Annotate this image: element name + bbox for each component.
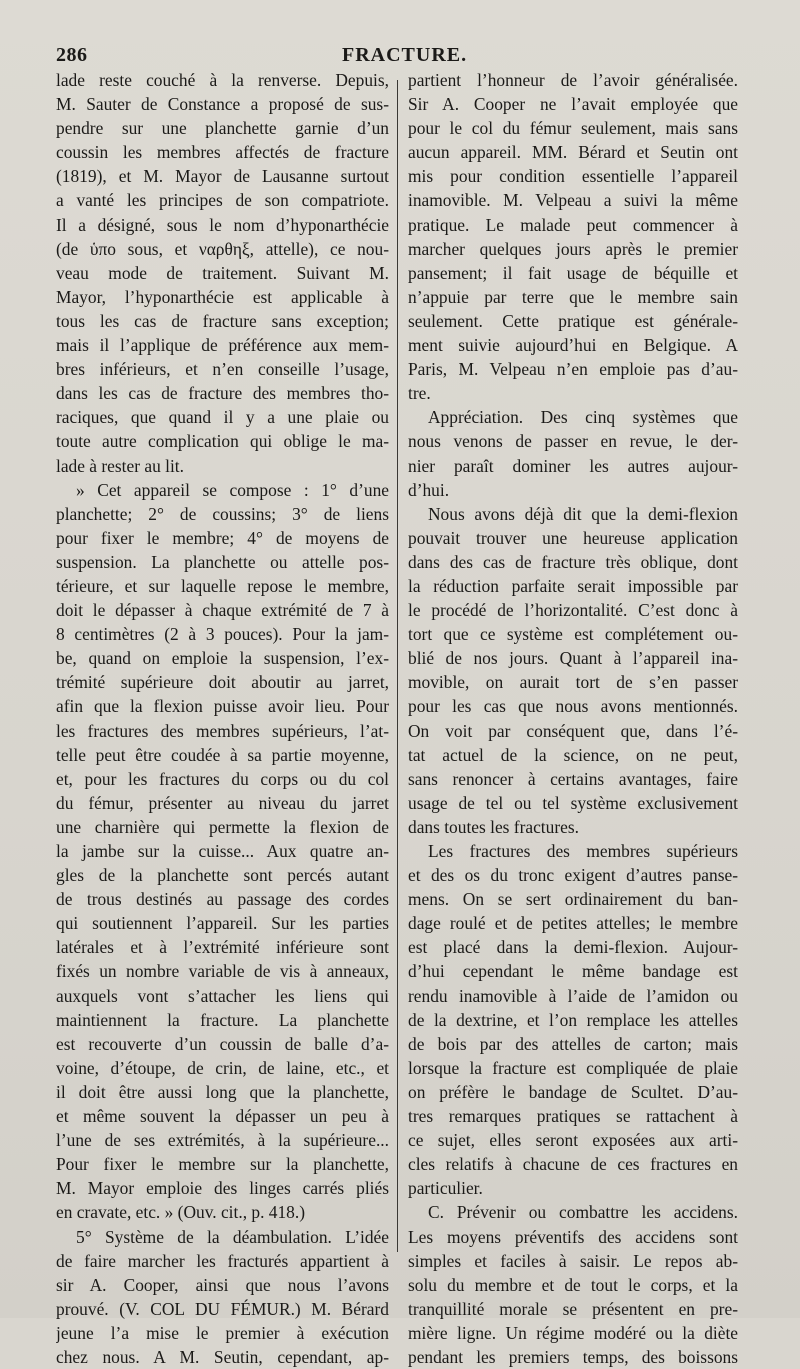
- text-line: solu du membre et de tout le corps, et la: [408, 1274, 738, 1295]
- text-line: pratique. Le malade peut commencer à: [408, 214, 738, 235]
- text-line: ment suivie aujourd’hui en Belgique. A: [408, 335, 738, 356]
- text-line: cles relatifs à chacune de ces fractures en: [408, 1154, 738, 1175]
- text-line: de trous destinés au passage des cordes: [56, 889, 389, 910]
- text-line: trémité supérieure doit aboutir au jarret,: [56, 672, 389, 693]
- text-line: veau mode de traitement. Suivant M.: [56, 262, 389, 283]
- text-line: Sir A. Cooper ne l’avait employée que: [408, 94, 738, 115]
- text-line: de la dextrine, et l’on remplace les attelles: [408, 1009, 738, 1030]
- text-line: tort que ce système est complétement ou-: [408, 624, 738, 645]
- text-line: particulier.: [408, 1178, 483, 1199]
- text-line: dans les cas de fracture des membres tho-: [56, 383, 389, 404]
- text-line: en cravate, etc. » (Ouv. cit., p. 418.): [56, 1202, 306, 1223]
- text-line: jeune l’a mise le premier à exécution: [56, 1322, 389, 1343]
- text-line: pendant les premiers temps, des boissons: [408, 1346, 738, 1367]
- text-line: n’appuie par terre que le membre sain: [408, 286, 738, 307]
- text-line: tres remarques pratiques se rattachent à: [408, 1106, 738, 1127]
- text-line: sans renoncer à certains avantages, faire: [408, 768, 738, 789]
- text-line: a vanté les principes de son compatriote.: [56, 190, 389, 211]
- text-line: planchette; 2° de coussins; 3° de liens: [56, 503, 389, 524]
- text-line: nous venons de passer en revue, le der-: [408, 431, 738, 452]
- text-line: lorsque la fracture est compliquée de plaie: [408, 1057, 738, 1078]
- text-line: raciques, que quand il y a une plaie ou: [56, 407, 389, 428]
- left-column: [56, 68, 389, 1369]
- text-line: ce sujet, elles seront exposées aux arti-: [408, 1130, 738, 1151]
- right-column: [408, 68, 738, 1369]
- text-line: doit le dépasser à chaque extrémité de 7 à: [56, 600, 389, 621]
- text-line: de bois par des attelles de carton; mais: [408, 1033, 738, 1054]
- column-divider: [397, 80, 398, 1252]
- text-line: pendre sur une planchette garnie d’un: [56, 118, 389, 139]
- text-line: partient l’honneur de l’avoir généralisée.: [408, 70, 738, 90]
- text-line: une charnière qui permette la flexion de: [56, 816, 389, 837]
- text-line: térieure, et sur laquelle repose le membre,: [56, 575, 389, 596]
- text-line: pansement; il fait usage de béquille et: [408, 262, 738, 283]
- text-line: pouvait trouver une heureuse application: [408, 527, 738, 548]
- text-line: les fractures des membres supérieurs, l’at-: [56, 720, 389, 741]
- text-line: usage de tel ou tel système exclusivement: [408, 792, 738, 813]
- text-line: Appréciation. Des cinq systèmes que: [428, 407, 738, 428]
- text-line: et même souvent la dépasser un peu à: [56, 1106, 389, 1127]
- text-line: et, pour les fractures du corps ou du col: [56, 768, 389, 789]
- text-line: marcher quelques jours après le premier: [408, 238, 738, 259]
- text-line: mais il l’applique de préférence aux mem-: [56, 335, 389, 356]
- text-line: lade à rester au lit.: [56, 455, 184, 476]
- text-line: tous les cas de fracture sans exception;: [56, 310, 389, 331]
- text-line: C. Prévenir ou combattre les accidens.: [428, 1202, 738, 1223]
- text-line: d’hui.: [408, 479, 450, 500]
- text-line: 8 centimètres (2 à 3 pouces). Pour la jam-: [56, 624, 389, 645]
- text-line: lade reste couché à la renverse. Depuis,: [56, 70, 389, 90]
- text-line: M. Mayor emploie des linges carrés pliés: [56, 1178, 389, 1199]
- text-line: (de ὑπο sous, et ναρθηξ, attelle), ce nou-: [56, 238, 389, 259]
- text-line: la réduction parfaite serait impossible par: [408, 575, 738, 596]
- text-line: afin que la flexion puisse avoir lieu. Pour: [56, 696, 389, 717]
- text-line: seulement. Cette pratique est générale-: [408, 310, 738, 331]
- text-line: aucun appareil. MM. Bérard et Seutin ont: [408, 142, 738, 163]
- text-line: (1819), et M. Mayor de Lausanne surtout: [56, 166, 389, 187]
- text-line: tre.: [408, 383, 431, 404]
- text-line: dans des cas de fracture très oblique, dont: [408, 551, 738, 572]
- text-line: sir A. Cooper, ainsi que nous l’avons: [56, 1274, 389, 1295]
- text-line: be, quand on emploie la suspension, l’ex-: [56, 648, 389, 669]
- text-line: de faire marcher les fracturés appartient à: [56, 1250, 389, 1271]
- text-line: tranquillité morale se présentent en pre-: [408, 1298, 738, 1319]
- text-line: pour fixer le membre; 4° de moyens de: [56, 527, 389, 548]
- text-line: suspension. La planchette ou attelle pos-: [56, 551, 389, 572]
- text-line: latérales et à l’extrémité inférieure sont: [56, 937, 389, 958]
- text-line: blié de nos jours. Quant à l’appareil ina-: [408, 648, 738, 669]
- text-line: Mayor, l’hyponarthécie est applicable à: [56, 286, 389, 307]
- text-line: et des os du tronc exigent d’autres panse-: [408, 865, 738, 886]
- text-line: nier paraît dominer les autres aujour-: [408, 455, 738, 476]
- text-line: voine, d’étoupe, de crin, de laine, etc., et: [56, 1057, 389, 1078]
- text-line: il doit être aussi long que la planchette,: [56, 1081, 389, 1102]
- text-line: gles de la planchette sont percés autant: [56, 865, 389, 886]
- text-line: inamovible. M. Velpeau a suivi la même: [408, 190, 738, 211]
- text-line: on préfère le bandage de Scultet. D’au-: [408, 1081, 738, 1102]
- text-line: Pour fixer le membre sur la planchette,: [56, 1154, 389, 1175]
- text-line: est recouverte d’un coussin de balle d’a-: [56, 1033, 389, 1054]
- text-line: dage roulé et de petites attelles; le membre: [408, 913, 738, 934]
- text-line: simples et faciles à saisir. Le repos ab-: [408, 1250, 738, 1271]
- text-line: bres inférieurs, et n’en conseille l’usage,: [56, 359, 389, 380]
- text-line: movible, on aurait tort de s’en passer: [408, 672, 738, 693]
- text-line: » Cet appareil se compose : 1° d’une: [76, 479, 389, 500]
- text-line: le procédé de l’horizontalité. C’est donc à: [408, 600, 738, 621]
- text-line: Il a désigné, sous le nom d’hyponarthécie: [56, 214, 389, 235]
- text-line: 5° Système de la déambulation. L’idée: [76, 1226, 389, 1247]
- text-line: maintiennent la fracture. La planchette: [56, 1009, 389, 1030]
- running-head: [56, 44, 760, 70]
- text-line: Les moyens préventifs des accidens sont: [408, 1226, 738, 1247]
- text-line: Les fractures des membres supérieurs: [428, 841, 738, 861]
- text-line: fixés un nombre variable de vis à anneaux,: [56, 961, 389, 982]
- text-line: tat actuel de la science, on ne peut,: [408, 744, 738, 765]
- text-line: telle peut être coudée à sa partie moyenne,: [56, 744, 389, 765]
- page-number: 286: [56, 44, 88, 66]
- text-line: est placé dans la demi-flexion. Aujour-: [408, 937, 738, 958]
- text-line: Nous avons déjà dit que la demi-flexion: [428, 503, 738, 524]
- text-line: pour les cas que nous avons mentionnés.: [408, 696, 738, 717]
- text-line: chez nous. A M. Seutin, cependant, ap-: [56, 1346, 389, 1367]
- text-line: dans toutes les fractures.: [408, 816, 579, 837]
- page-title: FRACTURE.: [342, 44, 468, 66]
- text-line: auxquels vont s’attacher les liens qui: [56, 985, 389, 1006]
- text-line: toute autre complication qui oblige le ma-: [56, 431, 389, 452]
- text-line: prouvé. (V. COL DU FÉMUR.) M. Bérard: [56, 1298, 389, 1319]
- text-line: coussin les membres affectés de fracture: [56, 142, 389, 163]
- text-line: M. Sauter de Constance a proposé de sus-: [56, 94, 389, 115]
- text-line: du fémur, présenter au niveau du jarret: [56, 792, 389, 813]
- text-line: pour le col du fémur seulement, mais sans: [408, 118, 738, 139]
- text-line: On voit par conséquent que, dans l’é-: [408, 720, 738, 741]
- text-line: d’hui cependant le même bandage est: [408, 961, 738, 982]
- text-line: Paris, M. Velpeau n’en emploie pas d’au-: [408, 359, 738, 380]
- text-line: mis pour condition essentielle l’appareil: [408, 166, 738, 187]
- text-line: rendu inamovible à l’aide de l’amidon ou: [408, 985, 738, 1006]
- text-line: l’une de ses extrémités, à la supérieure...: [56, 1130, 389, 1151]
- text-line: la jambe sur la cuisse... Aux quatre an-: [56, 841, 389, 861]
- text-line: mens. On se sert ordinairement du ban-: [408, 889, 738, 910]
- text-line: qui soutiennent l’appareil. Sur les parties: [56, 913, 389, 934]
- text-line: mière ligne. Un régime modéré ou la diète: [408, 1322, 738, 1343]
